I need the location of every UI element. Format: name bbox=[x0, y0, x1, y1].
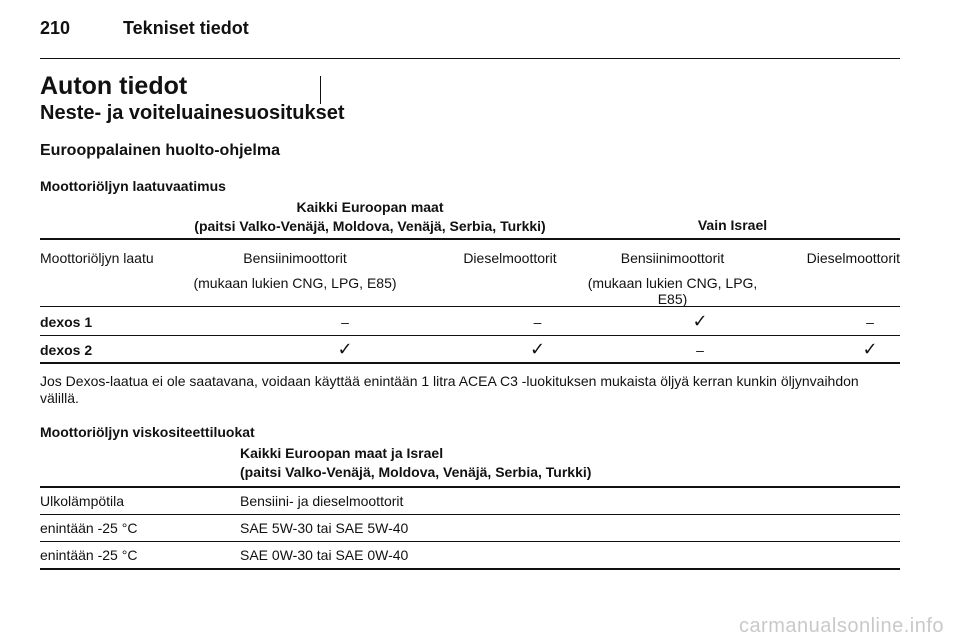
cell-dexos1-diesel: – bbox=[533, 314, 542, 330]
table-row bbox=[40, 307, 900, 336]
chapter-title: Auton tiedot bbox=[40, 72, 188, 100]
table-row bbox=[40, 336, 900, 364]
row-label-dexos2: dexos 2 bbox=[40, 342, 93, 358]
column-header-petrol bbox=[175, 250, 415, 291]
header-divider bbox=[40, 58, 900, 59]
dexos-note-paragraph: Jos Dexos-laatua ei ole saatavana, voidaan käyttää enintään 1 litra ACEA C3 -luokituksen mukaista öljyä kerran kunkin öljynvaihdon välillä. bbox=[40, 373, 859, 406]
israel-group-header: Vain Israel bbox=[697, 217, 768, 233]
column-header-petrol-israel-label: Bensiinimoottorit bbox=[620, 250, 725, 266]
table-column-header-row bbox=[40, 240, 900, 307]
check-icon: ✓ bbox=[337, 339, 353, 359]
table-row bbox=[40, 515, 900, 542]
oil-quality-table bbox=[40, 198, 900, 364]
viscosity-group-header-line2: (paitsi Valko-Venäjä, Moldova, Venäjä, Serbia, Turkki) bbox=[240, 464, 592, 480]
viscosity-group-header bbox=[240, 444, 591, 482]
viscosity-group-header-row bbox=[40, 444, 900, 488]
column-header-petrol-israel-note-2: E85) bbox=[657, 291, 688, 307]
row-label-dexos1: dexos 1 bbox=[40, 314, 93, 330]
oil-quality-table-heading: Moottoriöljyn laatuvaatimus bbox=[40, 178, 226, 194]
check-icon: ✓ bbox=[862, 339, 878, 359]
europe-group-header-line2: (paitsi Valko-Venäjä, Moldova, Venäjä, Serbia, Turkki) bbox=[194, 218, 546, 234]
viscosity-table bbox=[40, 444, 900, 570]
viscosity-group-header-line1: Kaikki Euroopan maat ja Israel bbox=[240, 445, 444, 461]
site-watermark: carmanualsonline.info bbox=[738, 615, 944, 637]
column-header-petrol-label: Bensiinimoottorit bbox=[243, 250, 347, 266]
section-title: Neste- ja voiteluainesuositukset bbox=[40, 102, 345, 124]
column-header-temperature: Ulkolämpötila bbox=[40, 493, 125, 509]
page-number: 210 bbox=[40, 18, 71, 38]
column-header-engines: Bensiini- ja dieselmoottorit bbox=[240, 493, 404, 509]
cell-temperature: enintään -25 °C bbox=[40, 520, 138, 536]
column-header-quality: Moottoriöljyn laatu bbox=[40, 250, 154, 266]
table-row bbox=[40, 542, 900, 570]
viscosity-column-header-row bbox=[40, 488, 900, 515]
column-header-diesel-israel: Dieselmoottorit bbox=[806, 250, 900, 266]
viscosity-table-heading: Moottoriöljyn viskositeettiluokat bbox=[40, 424, 255, 440]
europe-group-header bbox=[175, 198, 565, 236]
table-group-header-row bbox=[40, 198, 900, 240]
cell-oil-grade: SAE 5W-30 tai SAE 5W-40 bbox=[240, 520, 409, 536]
check-icon: ✓ bbox=[692, 311, 708, 331]
cell-dexos1-diesel-israel: – bbox=[866, 314, 874, 330]
column-header-petrol-note: (mukaan lukien CNG, LPG, E85) bbox=[193, 275, 397, 291]
column-header-petrol-israel-note-1: (mukaan lukien CNG, LPG, bbox=[587, 275, 758, 291]
cell-temperature: enintään -25 °C bbox=[40, 547, 138, 563]
cell-dexos2-petrol-israel: – bbox=[696, 342, 704, 358]
chapter-marker-line bbox=[320, 76, 321, 104]
check-icon: ✓ bbox=[529, 339, 546, 359]
column-header-diesel: Dieselmoottorit bbox=[463, 250, 557, 266]
subsection-title: Eurooppalainen huolto-ohjelma bbox=[40, 142, 280, 159]
page-header bbox=[40, 18, 249, 39]
column-header-petrol-israel bbox=[570, 250, 775, 307]
cell-dexos1-petrol: – bbox=[341, 314, 349, 330]
europe-group-header-line1: Kaikki Euroopan maat bbox=[296, 199, 444, 215]
cell-oil-grade: SAE 0W-30 tai SAE 0W-40 bbox=[240, 547, 409, 563]
page-header-title: Tekniset tiedot bbox=[123, 18, 249, 38]
